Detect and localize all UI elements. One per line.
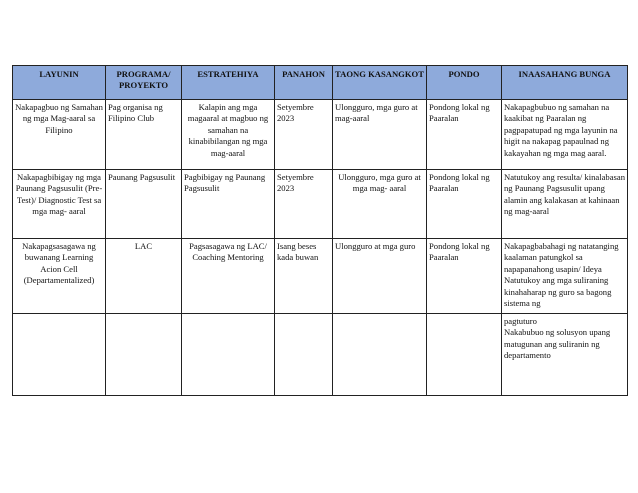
cell-taong-kasangkot: Ulongguro, mga guro at mga mag- aaral xyxy=(333,170,427,239)
header-estratehiya: ESTRATEHIYA xyxy=(182,66,275,100)
cell-pondo: Pondong lokal ng Paaralan xyxy=(427,170,502,239)
table-row xyxy=(13,100,628,170)
cell-panahon: Setyembre 2023 xyxy=(275,170,333,239)
cell-pondo xyxy=(427,314,502,396)
header-panahon: PANAHON xyxy=(275,66,333,100)
cell-estratehiya: Pagsasagawa ng LAC/ Coaching Mentoring xyxy=(182,239,275,314)
cell-estratehiya: Pagbibigay ng Paunang Pagsusulit xyxy=(182,170,275,239)
cell-taong-kasangkot: Ulongguro, mga guro at mag-aaral xyxy=(333,100,427,170)
cell-programa: LAC xyxy=(106,239,182,314)
cell-inaasahang-bunga xyxy=(502,314,628,396)
cell-layunin: Nakapagbibigay ng mga Paunang Pagsusulit (Pre-Test)/ Diagnostic Test sa mga mag- aaral xyxy=(13,170,106,239)
cell-layunin: Nakapagbuo ng Samahan ng mga Mag-aaral sa Filipino xyxy=(13,100,106,170)
cell-layunin: Nakapagsasagawa ng buwanang Learning Acion Cell (Departamentalized) xyxy=(13,239,106,314)
cell-panahon: Setyembre 2023 xyxy=(275,100,333,170)
cell-taong-kasangkot: Ulongguro at mga guro xyxy=(333,239,427,314)
cell-inaasahang-bunga: Natutukoy ang resulta/ kinalabasan ng Paunang Pagsusulit upang alamin ang kalakasan at kahinaan ng mag-aaral xyxy=(502,170,628,239)
cell-panahon xyxy=(275,314,333,396)
cell-taong-kasangkot xyxy=(333,314,427,396)
cell-inaasahang-bunga xyxy=(502,239,628,314)
bunga-line: Nakapagbabahagi ng natatanging kaalaman patungkol sa napapanahong usapin/ Ideya xyxy=(504,241,619,274)
bunga-line: Nakabubuo ng solusyon upang matugunan ang suliranin ng departamento xyxy=(504,327,611,361)
cell-estratehiya: Kalapin ang mga magaaral at magbuo ng samahan na kinabibilangan ng mga mag-aaral xyxy=(182,100,275,170)
bunga-line: pagtuturo xyxy=(504,316,537,326)
cell-pondo: Pondong lokal ng Paaralan xyxy=(427,239,502,314)
action-plan-table xyxy=(12,65,628,396)
header-inaasahang-bunga: INAASAHANG BUNGA xyxy=(502,66,628,100)
cell-pondo: Pondong lokal ng Paaralan xyxy=(427,100,502,170)
header-pondo: PONDO xyxy=(427,66,502,100)
header-row xyxy=(13,66,628,100)
cell-estratehiya xyxy=(182,314,275,396)
table-row xyxy=(13,170,628,239)
table-row xyxy=(13,239,628,314)
cell-layunin xyxy=(13,314,106,396)
header-layunin: LAYUNIN xyxy=(13,66,106,100)
header-programa: PROGRAMA/ PROYEKTO xyxy=(106,66,182,100)
cell-programa: Paunang Pagsusulit xyxy=(106,170,182,239)
header-taong-kasangkot: TAONG KASANGKOT xyxy=(333,66,427,100)
cell-programa: Pag organisa ng Filipino Club xyxy=(106,100,182,170)
cell-programa xyxy=(106,314,182,396)
table-row xyxy=(13,314,628,396)
bunga-line: Natutukoy ang mga suliraning kinahaharap ng guro sa bagong sistema ng xyxy=(504,275,612,309)
cell-inaasahang-bunga: Nakapagbubuo ng samahan na kaakibat ng Paaralan ng pagpapatupad ng mga layunin na higit na nakapag papaulnad ng kakayahan ng mga mag aaral. xyxy=(502,100,628,170)
cell-panahon: Isang beses kada buwan xyxy=(275,239,333,314)
